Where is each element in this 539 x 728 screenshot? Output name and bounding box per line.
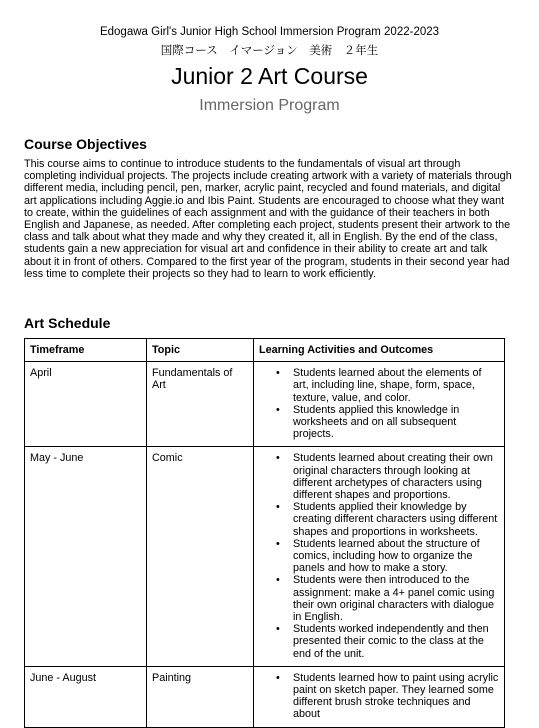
list-item: • Students learned how to paint using acrylic paint on sketch paper. They learned some different brush stroke techniques and about [293,672,499,721]
list-item: • Students worked independently and then presented their comic to the class at the end of the unit. [293,623,499,660]
outcomes-cell [254,666,505,727]
table-row [25,362,505,447]
page-title: Junior 2 Art Course [171,63,368,89]
list-item: • Students learned about the elements of art, including line, shape, form, space, texture, value, and color. [293,367,499,404]
objectives-paragraph: This course aims to continue to introduce students to the fundamentals of visual art through completing individual projects. The projects include creating artwork with a variety of materials through different media, including pencil, pen, marker, acrylic paint, recycled and found materials, and digital art applications including Aggie.io and Ibis Paint. Students are encouraged to choose what they want to create, within the guidelines of each assignment and with the guidance of their teachers in both English and Japanese, as needed. After completing each project, students present their artwork to the class and talk about what they made and why they created it, all in English. By the end of the class, students gain a new appreciation for visual art and confidence in their ability to create art and talk about it in front of others. Compared to the first year of the program, students in their second year had less time to complete their projects so they had to learn to work efficiently. [24,158,512,280]
page-subtitle: Immersion Program [199,97,340,114]
list-item: • Students applied their knowledge by creating different characters using different shapes and proportions in worksheets. [293,501,499,538]
table-row [25,666,505,727]
list-item: • Students learned about creating their own original characters through looking at different archetypes of characters using different shapes and proportions. [293,452,499,501]
column-header-outcomes: Learning Activities and Outcomes [254,339,505,362]
outcomes-cell [254,447,505,666]
schedule-heading: Art Schedule [24,315,111,331]
table-header-row [25,339,505,362]
list-item: • Students learned about the structure of comics, including how to organize the panels and how to make a story. [293,538,499,575]
outcomes-list [259,452,499,662]
list-item: • Students applied this knowledge in worksheets and on all subsequent projects. [293,404,499,441]
timeframe-cell: April [25,362,147,447]
objectives-heading: Course Objectives [24,136,147,152]
timeframe-cell: May - June [25,447,147,666]
topic-cell: Fundamentals of Art [147,362,254,447]
column-header-topic: Topic [147,339,254,362]
column-header-timeframe: Timeframe [25,339,147,362]
topic-cell: Painting [147,666,254,727]
outcomes-cell [254,362,505,447]
list-item: • Students were then introduced to the assignment: make a 4+ panel comic using their own original characters with dialogue in English. [293,574,499,623]
topic-cell: Comic [147,447,254,666]
program-header-japanese: 国際コース イマージョン 美術 ２年生 [160,43,379,57]
schedule-table [24,338,505,728]
timeframe-cell: June - August [25,666,147,727]
outcomes-list [259,367,499,443]
program-header: Edogawa Girl's Junior High School Immersion Program 2022-2023 [99,26,440,38]
outcomes-list [259,672,499,724]
table-row [25,447,505,666]
